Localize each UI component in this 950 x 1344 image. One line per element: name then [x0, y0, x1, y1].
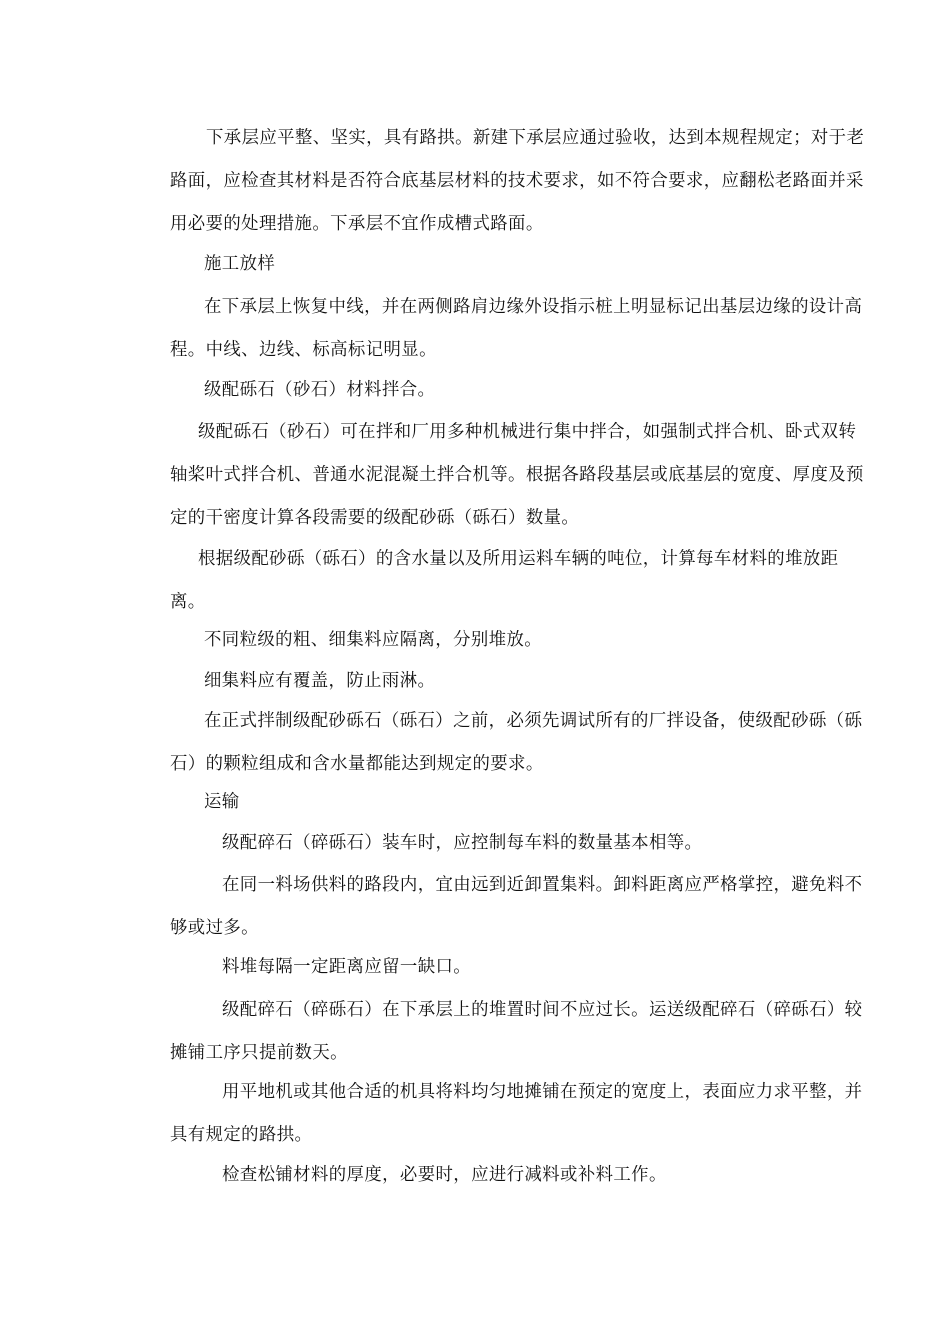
paragraph-stockpile-gap: 料堆每隔一定距离应留一缺口。: [222, 957, 472, 977]
paragraph-plant-mixing: 级配砾石（砂石）可在拌和厂用多种机械进行集中拌合，如强制式拌合机、卧式双转轴桨叶式拌合机、普通水泥混凝土拌合机等。根据各路段基层或底基层的宽度、厚度及预定的干密度计算各段需要的级配砂砾（砾石）数量。: [170, 422, 864, 528]
paragraph-stockpile-duration: 级配碎石（碎砾石）在下承层上的堆置时间不应过长。运送级配碎石（碎砾石）较摊铺工序只提前数天。: [170, 1000, 863, 1063]
paragraph-grader-spreading: 用平地机或其他合适的机具将料均匀地摊铺在预定的宽度上，表面应力求平整，并具有规定的路拱。: [170, 1082, 863, 1145]
paragraph-fine-aggregate-cover: 细集料应有覆盖，防止雨淋。: [204, 671, 436, 691]
paragraph-pile-spacing: 根据级配砂砾（砾石）的含水量以及所用运料车辆的吨位，计算每车材料的堆放距离。: [170, 549, 839, 612]
heading-transport: 运输: [204, 792, 240, 812]
paragraph-underlayer-requirements: 下承层应平整、坚实，具有路拱。新建下承层应通过验收，达到本规程规定；对于老路面，应检查其材料是否符合底基层材料的技术要求，如不符合要求，应翻松老路面并采用必要的处理措施。下承层不宜作成槽式路面。: [170, 128, 865, 234]
paragraph-aggregate-separation: 不同粒级的粗、细集料应隔离，分别堆放。: [204, 630, 543, 650]
paragraph-equipment-calibration: 在正式拌制级配砂砾石（砾石）之前，必须先调试所有的厂拌设备，使级配砂砾（砾石）的颗粒组成和含水量都能达到规定的要求。: [170, 711, 863, 774]
paragraph-centerline-restore: 在下承层上恢复中线，并在两侧路肩边缘外设指示桩上明显标记出基层边缘的设计高程。中线、边线、标高标记明显。: [170, 297, 863, 360]
paragraph-unloading-order: 在同一料场供料的路段内，宜由远到近卸置集料。卸料距离应严格掌控，避免料不够或过多。: [170, 875, 863, 938]
heading-construction-layout: 施工放样: [204, 254, 276, 274]
paragraph-thickness-check: 检查松铺材料的厚度，必要时，应进行减料或补料工作。: [222, 1165, 667, 1185]
paragraph-truck-loading: 级配碎石（碎砾石）装车时，应控制每车料的数量基本相等。: [222, 833, 703, 853]
heading-gravel-mixing: 级配砾石（砂石）材料拌合。: [204, 380, 436, 400]
